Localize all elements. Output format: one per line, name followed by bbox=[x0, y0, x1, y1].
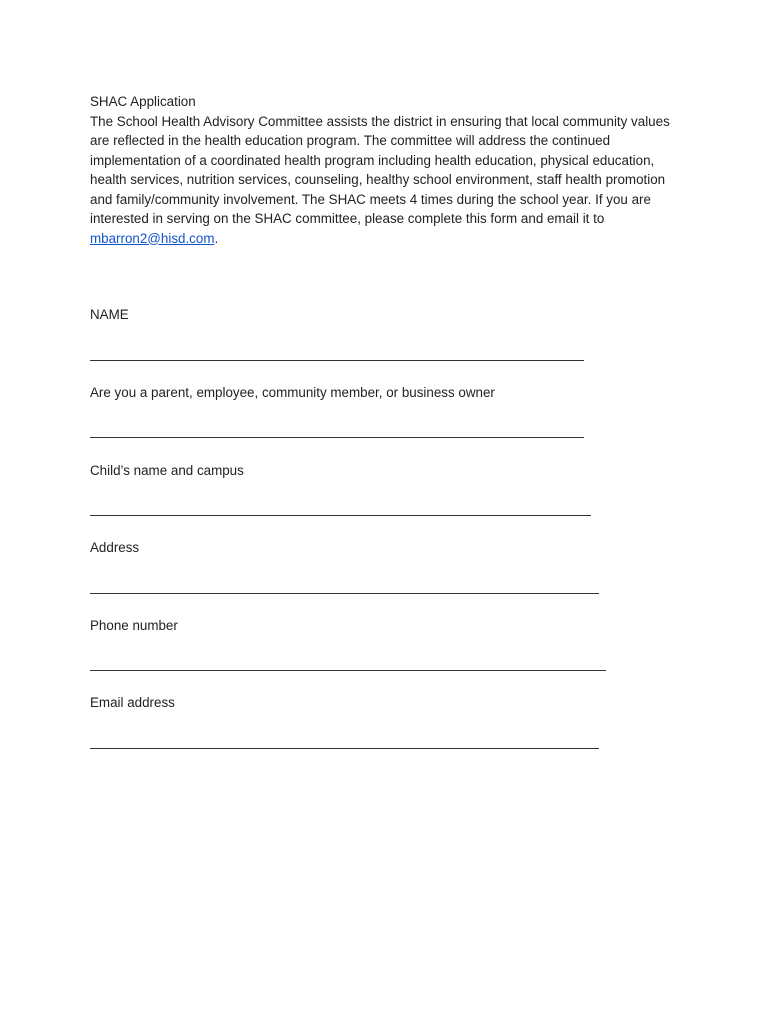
role-field[interactable] bbox=[90, 437, 584, 438]
address-label: Address bbox=[90, 540, 140, 555]
phone-field[interactable] bbox=[90, 670, 606, 671]
name-field[interactable] bbox=[90, 360, 584, 361]
child-campus-label: Child’s name and campus bbox=[90, 463, 244, 478]
document-title: SHAC Application bbox=[90, 94, 196, 109]
intro-text: The School Health Advisory Committee assists the district in ensuring that local community values are reflected in the health education program. The committee will address the continued implementation of a coordinated health program including health education, physical education, health services, nutrition services, counseling, healthy school environment, staff health promotion and family/community involvement. The SHAC meets 4 times during the school year. If you are interested in serving on the SHAC committee, please complete this form and email it to bbox=[90, 113, 670, 226]
intro-paragraph bbox=[90, 112, 690, 249]
address-field[interactable] bbox=[90, 593, 599, 594]
intro-period: . bbox=[214, 230, 219, 246]
email-label: Email address bbox=[90, 695, 175, 710]
child-campus-field[interactable] bbox=[90, 515, 591, 516]
name-label: NAME bbox=[90, 307, 129, 322]
email-field[interactable] bbox=[90, 748, 599, 749]
intro-section bbox=[90, 92, 690, 248]
phone-label: Phone number bbox=[90, 618, 178, 633]
email-link[interactable]: mbarron2@hisd.com bbox=[90, 230, 215, 246]
role-label: Are you a parent, employee, community member, or business owner bbox=[90, 385, 495, 400]
